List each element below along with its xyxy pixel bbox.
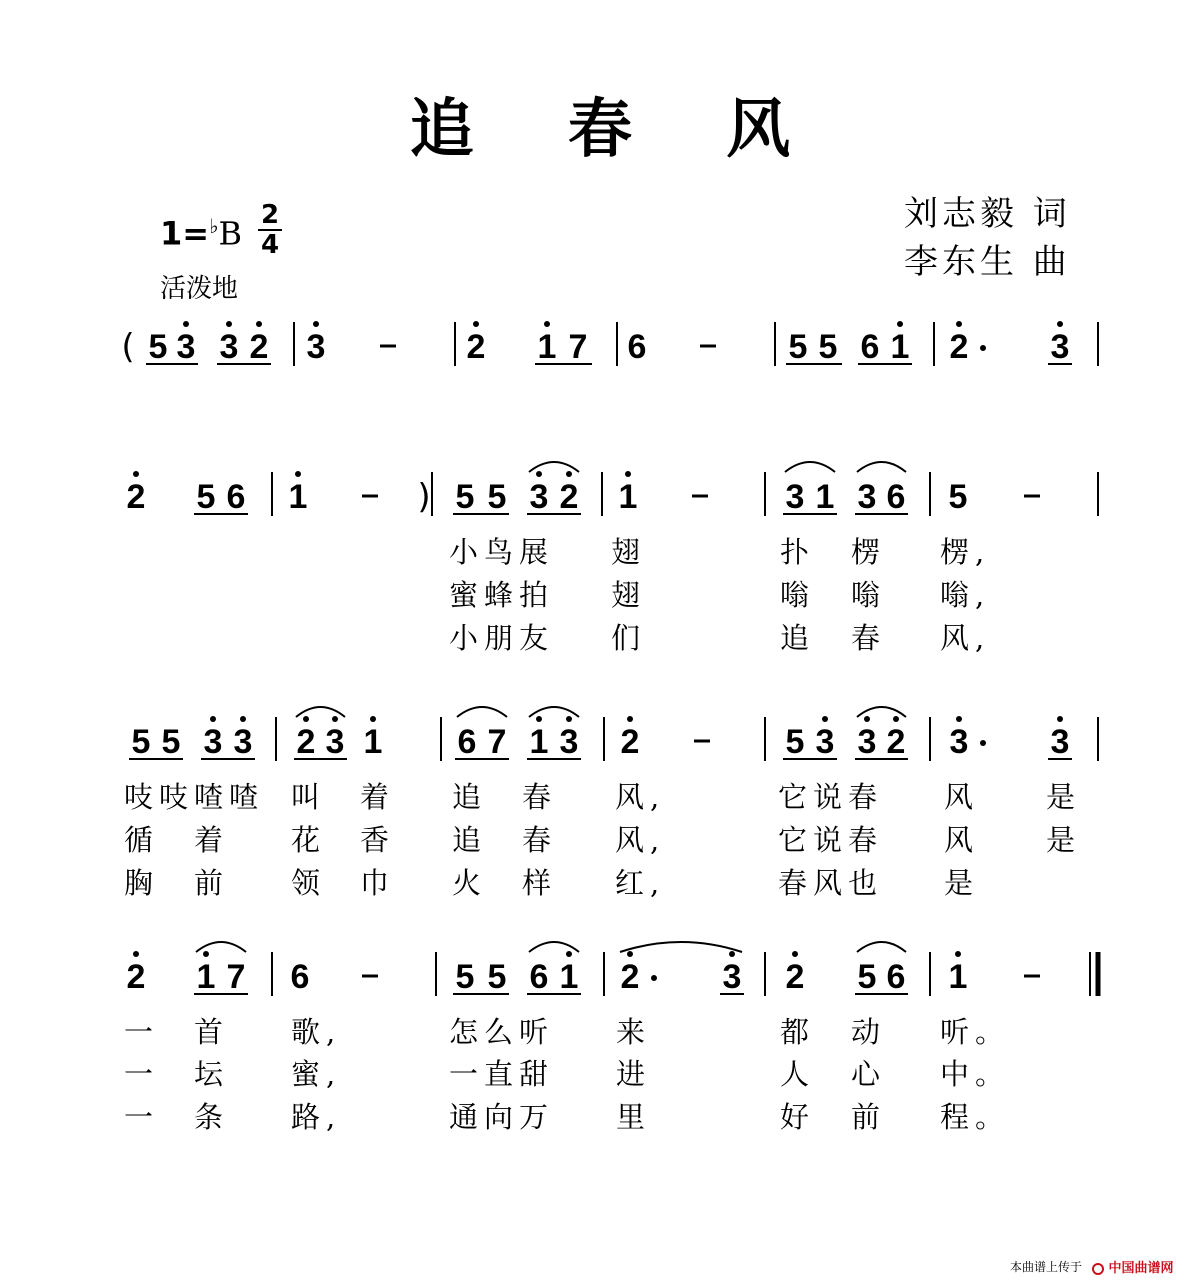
note: 3 xyxy=(949,723,969,761)
high-octave-dot xyxy=(473,321,479,327)
high-octave-dot xyxy=(183,321,189,327)
lyric-word: 楞, xyxy=(940,535,991,569)
note: 2 xyxy=(126,958,146,996)
high-octave-dot xyxy=(226,321,232,327)
note: 2 xyxy=(949,328,969,366)
augmentation-dot xyxy=(980,740,986,746)
lyric-word: 里 xyxy=(616,1100,652,1134)
high-octave-dot xyxy=(627,951,633,957)
lyric-word: 样 xyxy=(522,866,558,900)
high-octave-dot xyxy=(303,716,309,722)
time-signature-bottom: 4 xyxy=(260,230,280,260)
high-octave-dot xyxy=(625,471,631,477)
note: 5 xyxy=(818,328,838,366)
high-octave-dot xyxy=(627,716,633,722)
high-octave-dot xyxy=(729,951,735,957)
note: 3 xyxy=(785,478,805,516)
high-octave-dot xyxy=(544,321,550,327)
high-octave-dot xyxy=(566,716,572,722)
lyric-word: 一 xyxy=(124,1057,160,1091)
lyric-word: 风, xyxy=(615,823,666,857)
augmentation-dot xyxy=(980,345,986,351)
time-signature-top: 2 xyxy=(260,200,280,230)
lyric-word: 追 xyxy=(452,823,488,857)
lyric-word: 翅 xyxy=(611,535,647,569)
lyric-word: 是 xyxy=(944,866,980,900)
lyric-word: 叫 xyxy=(291,780,327,814)
note: 2 xyxy=(886,723,906,761)
high-octave-dot xyxy=(1057,321,1063,327)
lyric-word: 翅 xyxy=(611,578,647,612)
key-prefix: 1= xyxy=(160,214,210,253)
lyric-word: 蜜, xyxy=(291,1057,342,1091)
tie-slur xyxy=(620,942,742,952)
logo-icon xyxy=(1092,1263,1104,1275)
flat-sign: ♭ xyxy=(209,214,219,238)
tie-slur xyxy=(457,707,507,717)
high-octave-dot xyxy=(313,321,319,327)
lyric-word: 一 xyxy=(124,1100,160,1134)
note: 2 xyxy=(126,478,146,516)
note: 3 xyxy=(306,328,326,366)
lyric-word: 嗡, xyxy=(940,578,991,612)
lyric-word: 胸 xyxy=(124,866,160,900)
note: 2 xyxy=(296,723,316,761)
note: 5 xyxy=(455,478,475,516)
high-octave-dot xyxy=(897,321,903,327)
lyric-word: 好 xyxy=(780,1100,816,1134)
lyric-word: 中。 xyxy=(940,1057,1011,1091)
tie-slur xyxy=(529,942,579,952)
lyric-word: 来 xyxy=(616,1015,652,1049)
lyric-word: 香 xyxy=(360,823,396,857)
lyric-word: 首 xyxy=(194,1015,230,1049)
note: 1 xyxy=(196,958,216,996)
lyric-word: 是 xyxy=(1046,823,1082,857)
note: 2 xyxy=(620,958,640,996)
note: 3 xyxy=(1050,723,1070,761)
note: 5 xyxy=(161,723,181,761)
note: 6 xyxy=(290,958,310,996)
note: 5 xyxy=(788,328,808,366)
note: 1 xyxy=(890,328,910,366)
tie-slur xyxy=(785,462,835,472)
tie-slur xyxy=(296,707,345,717)
lyric-word: 心 xyxy=(851,1057,887,1091)
lyric-word: 追 xyxy=(452,780,488,814)
high-octave-dot xyxy=(240,716,246,722)
note: 1 xyxy=(618,478,638,516)
lyric-word: 一 xyxy=(124,1015,160,1049)
lyric-word: 路, xyxy=(291,1100,342,1134)
lyricist-credit: 刘志毅 词 xyxy=(904,194,1071,234)
lyric-word: 它说春 xyxy=(778,823,884,857)
note: 3 xyxy=(857,723,877,761)
lyric-word: 条 xyxy=(194,1100,230,1134)
site-logo xyxy=(1092,1257,1174,1276)
lyric-word: 春 xyxy=(522,823,558,857)
tie-slur xyxy=(529,707,579,717)
note: 5 xyxy=(857,958,877,996)
note: 5 xyxy=(487,958,507,996)
note: 7 xyxy=(487,723,507,761)
lyric-word: 前 xyxy=(194,866,230,900)
note: 5 xyxy=(131,723,151,761)
lyric-word: 扑 xyxy=(780,535,816,569)
lyric-word: 春风也 xyxy=(778,866,884,900)
lyric-word: 风, xyxy=(940,621,991,655)
note: 6 xyxy=(627,328,647,366)
note: 3 xyxy=(219,328,239,366)
high-octave-dot xyxy=(956,716,962,722)
note: 3 xyxy=(559,723,579,761)
note: 6 xyxy=(457,723,477,761)
lyric-word: 一直甜 xyxy=(449,1057,555,1091)
lyric-word: 楞 xyxy=(851,535,887,569)
note: 2 xyxy=(559,478,579,516)
tempo-marking: 活泼地 xyxy=(160,274,239,304)
note: 5 xyxy=(148,328,168,366)
lyric-word: 怎么听 xyxy=(449,1015,555,1049)
note: 1 xyxy=(363,723,383,761)
tie-slur xyxy=(196,942,246,952)
note: 3 xyxy=(722,958,742,996)
footer-text: 本曲谱上传于 xyxy=(1010,1260,1083,1274)
parenthesis: ) xyxy=(417,477,431,517)
lyric-word: 它说春 xyxy=(778,780,884,814)
tie-slur xyxy=(857,462,906,472)
note: 1 xyxy=(529,723,549,761)
note: 5 xyxy=(785,723,805,761)
song-title: 追 春 风 xyxy=(409,92,827,167)
note: 3 xyxy=(203,723,223,761)
lyric-word: 小鸟展 xyxy=(449,535,555,569)
tie-slur xyxy=(529,462,579,472)
high-octave-dot xyxy=(133,951,139,957)
note: 3 xyxy=(529,478,549,516)
lyric-word: 都 xyxy=(780,1015,816,1049)
high-octave-dot xyxy=(133,471,139,477)
high-octave-dot xyxy=(536,716,542,722)
note: 3 xyxy=(176,328,196,366)
note: 5 xyxy=(196,478,216,516)
note: 1 xyxy=(288,478,308,516)
high-octave-dot xyxy=(1057,716,1063,722)
lyric-word: 循 xyxy=(124,823,160,857)
note: 5 xyxy=(487,478,507,516)
note: 6 xyxy=(860,328,880,366)
high-octave-dot xyxy=(295,471,301,477)
note: 3 xyxy=(325,723,345,761)
lyric-word: 巾 xyxy=(360,866,396,900)
lyric-word: 春 xyxy=(522,780,558,814)
note: 5 xyxy=(455,958,475,996)
note: 7 xyxy=(568,328,588,366)
lyric-word: 风 xyxy=(944,780,980,814)
parenthesis: ( xyxy=(121,327,135,367)
note: 2 xyxy=(620,723,640,761)
tie-slur xyxy=(857,707,906,717)
lyric-word: 追 xyxy=(780,621,816,655)
high-octave-dot xyxy=(956,321,962,327)
high-octave-dot xyxy=(536,471,542,477)
lyric-word: 着 xyxy=(194,823,230,857)
lyric-word: 前 xyxy=(851,1100,887,1134)
high-octave-dot xyxy=(256,321,262,327)
lyric-word: 红, xyxy=(615,866,666,900)
lyric-word: 人 xyxy=(780,1057,816,1091)
high-octave-dot xyxy=(332,716,338,722)
note: 2 xyxy=(466,328,486,366)
note: 6 xyxy=(886,958,906,996)
note: 6 xyxy=(529,958,549,996)
note: 6 xyxy=(226,478,246,516)
note: 1 xyxy=(948,958,968,996)
augmentation-dot xyxy=(651,975,657,981)
lyric-word: 通向万 xyxy=(449,1100,555,1134)
high-octave-dot xyxy=(864,716,870,722)
composer-credit: 李东生 曲 xyxy=(904,242,1071,282)
lyric-word: 火 xyxy=(452,866,488,900)
lyric-word: 风 xyxy=(944,823,980,857)
note: 3 xyxy=(233,723,253,761)
lyric-word: 蜜蜂拍 xyxy=(449,578,555,612)
lyric-word: 歌, xyxy=(291,1015,342,1049)
note: 7 xyxy=(226,958,246,996)
lyric-word: 嗡 xyxy=(780,578,816,612)
lyric-word: 花 xyxy=(291,823,327,857)
key-note: B xyxy=(218,214,243,253)
lyric-word: 们 xyxy=(611,621,647,655)
high-octave-dot xyxy=(792,951,798,957)
note: 3 xyxy=(1050,328,1070,366)
note: 1 xyxy=(559,958,579,996)
high-octave-dot xyxy=(566,471,572,477)
lyric-word: 动 xyxy=(851,1015,887,1049)
note: 1 xyxy=(537,328,557,366)
lyric-word: 进 xyxy=(616,1057,652,1091)
lyric-word: 坛 xyxy=(194,1057,230,1091)
lyric-word: 领 xyxy=(291,866,327,900)
site-logo-text: 中国曲谱网 xyxy=(1108,1261,1174,1276)
lyric-word: 风, xyxy=(615,780,666,814)
high-octave-dot xyxy=(955,951,961,957)
lyric-word: 听。 xyxy=(940,1015,1011,1049)
high-octave-dot xyxy=(370,716,376,722)
note: 5 xyxy=(948,478,968,516)
lyric-word: 着 xyxy=(360,780,396,814)
high-octave-dot xyxy=(893,716,899,722)
lyric-word: 春 xyxy=(851,621,887,655)
lyric-word: 吱吱喳喳 xyxy=(124,780,265,814)
high-octave-dot xyxy=(566,951,572,957)
tie-slur xyxy=(857,942,906,952)
lyric-word: 小朋友 xyxy=(449,621,555,655)
note: 3 xyxy=(857,478,877,516)
lyric-word: 是 xyxy=(1046,780,1082,814)
high-octave-dot xyxy=(210,716,216,722)
note: 6 xyxy=(886,478,906,516)
lyric-word: 程。 xyxy=(940,1100,1011,1134)
high-octave-dot xyxy=(822,716,828,722)
high-octave-dot xyxy=(203,951,209,957)
note: 2 xyxy=(249,328,269,366)
lyric-word: 嗡 xyxy=(851,578,887,612)
note: 3 xyxy=(815,723,835,761)
note: 2 xyxy=(785,958,805,996)
note: 1 xyxy=(815,478,835,516)
